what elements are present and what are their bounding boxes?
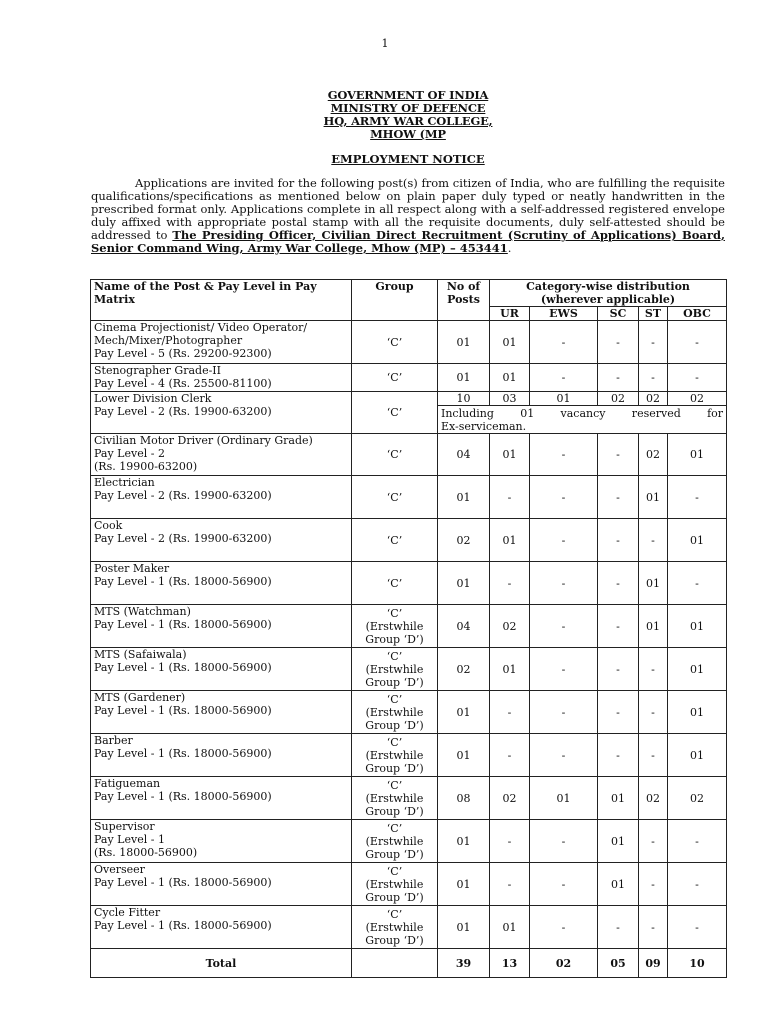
table-row <box>91 364 727 392</box>
post-name-line: Pay Level - 2 (Rs. 19900-63200) <box>94 532 272 545</box>
group-line: Group ‘D’) <box>365 632 424 646</box>
header-ur: UR <box>490 307 530 321</box>
post-name-line: Pay Level - 2 (Rs. 19900-63200) <box>94 489 272 502</box>
post-name-line: Electrician <box>94 476 155 489</box>
group-line: ‘C’ <box>386 448 403 461</box>
ur-cell: 02 <box>490 605 530 648</box>
intro-address: The Presiding Officer, Civilian Direct Recruitment (Scrutiny of Applications) Board, Senior Command Wing, Army War College, Mhow (MP) – 453441 <box>91 228 725 255</box>
header-category-line2: (wherever applicable) <box>540 293 676 306</box>
sc-cell: - <box>598 906 639 949</box>
group-cell <box>352 392 438 434</box>
posts-cell: 01 <box>438 906 490 949</box>
st-cell: 01 <box>639 562 668 605</box>
post-name-line: Cycle Fitter <box>94 906 161 919</box>
sc-cell: - <box>598 321 639 364</box>
sc-cell: 01 <box>598 863 639 906</box>
post-name-line: Cook <box>94 519 123 532</box>
total-st: 09 <box>639 949 668 978</box>
post-name-cell <box>91 364 352 392</box>
ews-cell: - <box>530 519 598 562</box>
post-name-cell <box>91 777 352 820</box>
st-cell: 01 <box>639 476 668 519</box>
ews-cell: - <box>530 562 598 605</box>
group-cell <box>352 434 438 476</box>
group-cell <box>352 562 438 605</box>
header-line-3: HQ, ARMY WAR COLLEGE, <box>323 114 493 128</box>
ews-cell: - <box>530 648 598 691</box>
table-row <box>91 476 727 519</box>
ews-cell: - <box>530 734 598 777</box>
obc-cell: - <box>668 364 727 392</box>
group-line: (Erstwhile <box>365 877 424 891</box>
post-name-line: MTS (Gardener) <box>94 691 186 704</box>
header-row-1 <box>91 280 727 307</box>
post-name-line: Fatigueman <box>94 777 161 790</box>
group-line: Group ‘D’) <box>365 675 424 689</box>
post-name-line: Cinema Projectionist/ Video Operator/ <box>94 321 308 334</box>
group-cell <box>352 364 438 392</box>
st-cell: - <box>639 863 668 906</box>
group-line: ‘C’ <box>386 533 403 547</box>
ews-cell: 01 <box>530 777 598 820</box>
group-line: Group ‘D’) <box>365 847 424 861</box>
obc-cell: 02 <box>668 777 727 820</box>
total-posts: 39 <box>438 949 490 978</box>
post-name-cell <box>91 562 352 605</box>
group-line: ‘C’ <box>386 864 403 878</box>
group-cell <box>352 605 438 648</box>
group-cell <box>352 691 438 734</box>
obc-cell: 01 <box>668 734 727 777</box>
post-name-line: Overseer <box>94 863 145 876</box>
st-cell: 02 <box>639 434 668 476</box>
header-category-line1: Category-wise distribution <box>526 280 690 293</box>
intro-end: . <box>507 241 512 255</box>
ews-cell: - <box>530 863 598 906</box>
post-name-line: Pay Level - 1 (Rs. 18000-56900) <box>94 747 272 760</box>
st-cell: 01 <box>639 605 668 648</box>
group-line: (Erstwhile <box>365 791 424 805</box>
group-line: (Erstwhile <box>365 920 424 934</box>
post-name-cell <box>91 863 352 906</box>
ews-cell: - <box>530 321 598 364</box>
ur-cell: - <box>490 562 530 605</box>
header-line-1: GOVERNMENT OF INDIA <box>327 88 489 102</box>
vacancy-note-cell <box>438 406 727 434</box>
notice-title: EMPLOYMENT NOTICE <box>331 152 485 166</box>
post-name-line: MTS (Watchman) <box>94 605 191 618</box>
group-cell <box>352 734 438 777</box>
post-name-line: Pay Level - 1 (Rs. 18000-56900) <box>94 618 272 631</box>
header-line-4: MHOW (MP <box>370 127 446 141</box>
group-cell <box>352 906 438 949</box>
group-cell <box>352 648 438 691</box>
post-name-line: (Rs. 18000-56900) <box>94 846 198 859</box>
sc-cell: 02 <box>598 392 639 406</box>
group-line: ‘C’ <box>386 371 403 384</box>
header-sc: SC <box>598 307 639 321</box>
header-group: Group <box>352 280 438 321</box>
post-name-cell <box>91 321 352 364</box>
group-line: ‘C’ <box>386 735 403 749</box>
table-row <box>91 321 727 364</box>
group-line: (Erstwhile <box>365 748 424 762</box>
posts-cell: 01 <box>438 562 490 605</box>
posts-cell: 01 <box>438 476 490 519</box>
table-row <box>91 777 727 820</box>
post-name-line: Pay Level - 1 (Rs. 18000-56900) <box>94 575 272 588</box>
posts-cell: 01 <box>438 691 490 734</box>
vacancy-note-line: Ex-serviceman. <box>441 419 527 433</box>
posts-cell: 01 <box>438 734 490 777</box>
post-name-line: Pay Level - 1 (Rs. 18000-56900) <box>94 876 272 889</box>
total-label: Total <box>91 949 352 978</box>
group-line: ‘C’ <box>386 335 403 349</box>
post-name-cell <box>91 648 352 691</box>
page-number: 1 <box>381 37 389 50</box>
posts-cell: 01 <box>438 364 490 392</box>
post-name-cell <box>91 519 352 562</box>
posts-table <box>90 279 727 978</box>
post-name-line: Pay Level - 1 (Rs. 18000-56900) <box>94 919 272 932</box>
sc-cell: - <box>598 364 639 392</box>
st-cell: - <box>639 648 668 691</box>
total-obc: 10 <box>668 949 727 978</box>
ur-cell: 01 <box>490 519 530 562</box>
total-ur: 13 <box>490 949 530 978</box>
post-name-cell <box>91 906 352 949</box>
total-group <box>352 949 438 978</box>
header-st: ST <box>639 307 668 321</box>
st-cell: - <box>639 691 668 734</box>
header-obc: OBC <box>668 307 727 321</box>
sc-cell: 01 <box>598 777 639 820</box>
obc-cell: 01 <box>668 648 727 691</box>
posts-cell: 02 <box>438 519 490 562</box>
group-line: ‘C’ <box>386 649 403 663</box>
sc-cell: - <box>598 476 639 519</box>
table-row <box>91 434 727 476</box>
ur-cell: - <box>490 476 530 519</box>
obc-cell: 01 <box>668 519 727 562</box>
group-line: (Erstwhile <box>365 834 424 848</box>
header-ews: EWS <box>530 307 598 321</box>
st-cell: 02 <box>639 392 668 406</box>
posts-cell: 04 <box>438 434 490 476</box>
ur-cell: 01 <box>490 648 530 691</box>
sc-cell: - <box>598 562 639 605</box>
intro-paragraph <box>91 177 725 255</box>
table-row <box>91 820 727 863</box>
header-name: Name of the Post & Pay Level in Pay Matrix <box>91 280 352 321</box>
post-name-cell <box>91 691 352 734</box>
st-cell: - <box>639 364 668 392</box>
ur-cell: 01 <box>490 321 530 364</box>
table-row <box>91 863 727 906</box>
table-row <box>91 605 727 648</box>
vacancy-note-line: Including 01 vacancy reserved for <box>441 406 724 420</box>
total-row <box>91 949 727 978</box>
group-line: Group ‘D’) <box>365 761 424 775</box>
post-name-line: Civilian Motor Driver (Ordinary Grade) <box>94 434 313 447</box>
total-sc: 05 <box>598 949 639 978</box>
ur-cell: 01 <box>490 434 530 476</box>
group-cell <box>352 519 438 562</box>
ur-cell: - <box>490 820 530 863</box>
group-line: (Erstwhile <box>365 662 424 676</box>
document-header <box>0 89 770 141</box>
ews-cell: - <box>530 906 598 949</box>
post-name-line: Pay Level - 1 (Rs. 18000-56900) <box>94 704 272 717</box>
obc-cell: - <box>668 820 727 863</box>
group-cell <box>352 863 438 906</box>
post-name-line: MTS (Safaiwala) <box>94 648 187 661</box>
table-row <box>91 392 727 406</box>
ews-cell: - <box>530 476 598 519</box>
ur-cell: 02 <box>490 777 530 820</box>
group-line: ‘C’ <box>386 821 403 835</box>
post-name-cell <box>91 476 352 519</box>
post-name-line: Pay Level - 2 <box>94 447 165 460</box>
post-name-line: Pay Level - 1 (Rs. 18000-56900) <box>94 790 272 803</box>
group-line: (Erstwhile <box>365 619 424 633</box>
table-row <box>91 562 727 605</box>
st-cell: - <box>639 734 668 777</box>
group-line: Group ‘D’) <box>365 804 424 818</box>
post-name-line: Poster Maker <box>94 562 170 575</box>
total-ews: 02 <box>530 949 598 978</box>
group-cell <box>352 321 438 364</box>
table-row <box>91 906 727 949</box>
ews-cell: 01 <box>530 392 598 406</box>
sc-cell: - <box>598 434 639 476</box>
group-line: ‘C’ <box>386 692 403 706</box>
table-row <box>91 648 727 691</box>
header-category <box>490 280 727 307</box>
obc-cell: - <box>668 476 727 519</box>
header-line-2: MINISTRY OF DEFENCE <box>330 101 486 115</box>
ews-cell: - <box>530 820 598 863</box>
posts-cell: 01 <box>438 321 490 364</box>
group-cell <box>352 777 438 820</box>
ews-cell: - <box>530 364 598 392</box>
post-name-line: Pay Level - 1 <box>94 833 165 846</box>
post-name-line: Pay Level - 2 (Rs. 19900-63200) <box>94 405 272 418</box>
post-name-cell <box>91 734 352 777</box>
post-name-cell <box>91 434 352 476</box>
st-cell: - <box>639 906 668 949</box>
posts-cell: 02 <box>438 648 490 691</box>
group-line: Group ‘D’) <box>365 890 424 904</box>
group-line: ‘C’ <box>386 490 403 504</box>
posts-cell: 01 <box>438 863 490 906</box>
ur-cell: - <box>490 863 530 906</box>
post-name-line: Stenographer Grade-II <box>94 364 221 377</box>
sc-cell: - <box>598 734 639 777</box>
post-name-line: Barber <box>94 734 133 747</box>
group-cell <box>352 476 438 519</box>
posts-cell: 01 <box>438 820 490 863</box>
group-line: ‘C’ <box>386 606 403 620</box>
obc-cell: 02 <box>668 392 727 406</box>
sc-cell: 01 <box>598 820 639 863</box>
group-line: ‘C’ <box>386 778 403 792</box>
group-line: ‘C’ <box>386 907 403 921</box>
post-name-cell <box>91 820 352 863</box>
ur-cell: - <box>490 691 530 734</box>
table-row <box>91 519 727 562</box>
group-line: Group ‘D’) <box>365 933 424 947</box>
table-row <box>91 734 727 777</box>
ews-cell: - <box>530 605 598 648</box>
ews-cell: - <box>530 434 598 476</box>
sc-cell: - <box>598 691 639 734</box>
ur-cell: - <box>490 734 530 777</box>
posts-cell: 10 <box>438 392 490 406</box>
obc-cell: - <box>668 321 727 364</box>
ews-cell: - <box>530 691 598 734</box>
post-name-line: (Rs. 19900-63200) <box>94 460 198 473</box>
ur-cell: 01 <box>490 906 530 949</box>
group-cell <box>352 820 438 863</box>
ur-cell: 01 <box>490 364 530 392</box>
sc-cell: - <box>598 648 639 691</box>
post-name-line: Pay Level - 4 (Rs. 25500-81100) <box>94 377 272 390</box>
group-line: ‘C’ <box>386 406 403 419</box>
st-cell: 02 <box>639 777 668 820</box>
post-name-line: Pay Level - 5 (Rs. 29200-92300) <box>94 347 272 360</box>
post-name-line: Supervisor <box>94 820 155 833</box>
post-name-cell <box>91 392 352 434</box>
sc-cell: - <box>598 519 639 562</box>
posts-cell: 04 <box>438 605 490 648</box>
obc-cell: - <box>668 562 727 605</box>
obc-cell: - <box>668 863 727 906</box>
obc-cell: 01 <box>668 691 727 734</box>
group-line: ‘C’ <box>386 576 403 590</box>
posts-cell: 08 <box>438 777 490 820</box>
ur-cell: 03 <box>490 392 530 406</box>
group-line: (Erstwhile <box>365 705 424 719</box>
header-posts: No of Posts <box>438 280 490 321</box>
post-name-cell <box>91 605 352 648</box>
post-name-line: Lower Division Clerk <box>94 392 212 405</box>
st-cell: - <box>639 321 668 364</box>
intro-text: Applications are invited for the following post(s) from citizen of India, who are fulfilling the requisite qualifications/specifications as mentioned below on plain paper duly typed or neatly handwritten in the prescribed format only. Applications complete in all respect along with a self-addressed registered envelope duly affixed with appropriate postal stamp with all the requisite documents, duly self-attested should be addressed to <box>91 176 725 242</box>
group-line: Group ‘D’) <box>365 718 424 732</box>
st-cell: - <box>639 820 668 863</box>
obc-cell: - <box>668 906 727 949</box>
obc-cell: 01 <box>668 605 727 648</box>
st-cell: - <box>639 519 668 562</box>
table-row <box>91 691 727 734</box>
sc-cell: - <box>598 605 639 648</box>
post-name-line: Pay Level - 1 (Rs. 18000-56900) <box>94 661 272 674</box>
post-name-line: Mech/Mixer/Photographer <box>94 334 243 347</box>
obc-cell: 01 <box>668 434 727 476</box>
